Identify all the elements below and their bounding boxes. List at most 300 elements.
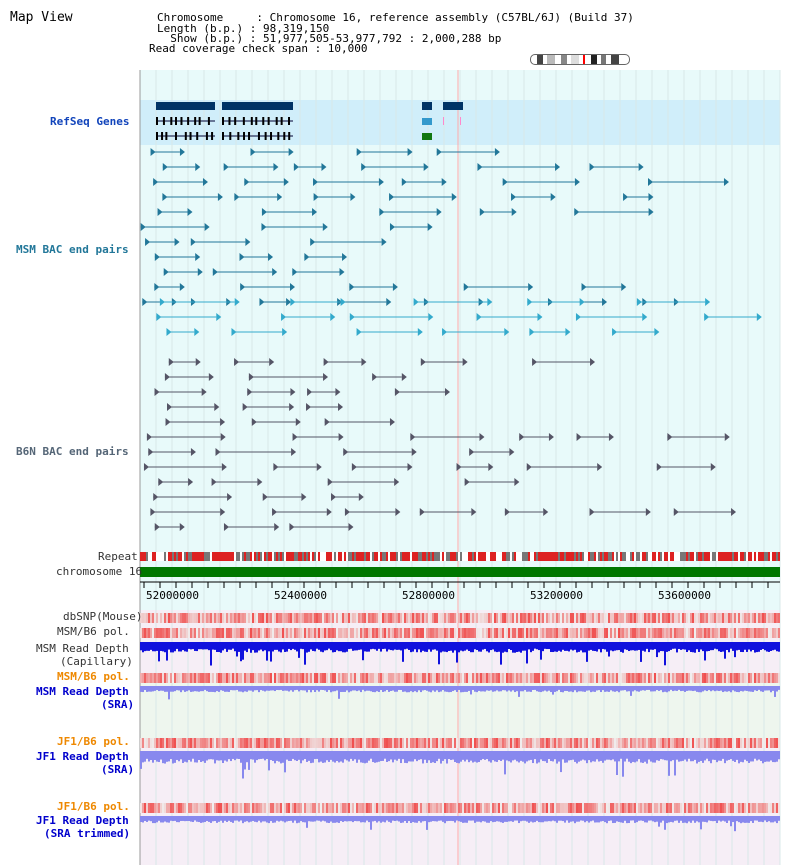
pol-cell bbox=[302, 673, 304, 683]
depth-bar bbox=[486, 642, 488, 651]
track-label-jf1-depth-sra-sub: (SRA) bbox=[101, 763, 135, 776]
repeat-block bbox=[736, 552, 738, 561]
pol-cell bbox=[330, 613, 332, 623]
depth-bar bbox=[394, 751, 396, 760]
track-label-jf1-depth-sra[interactable]: JF1 Read Depth bbox=[36, 750, 129, 763]
pol-cell bbox=[426, 613, 428, 623]
track-label-msm-b6-pol-sra[interactable]: MSM/B6 pol. bbox=[57, 670, 130, 683]
pol-cell bbox=[530, 803, 532, 813]
depth-bar bbox=[446, 686, 448, 692]
pol-cell bbox=[456, 738, 458, 748]
depth-bar bbox=[670, 816, 672, 822]
repeat-block bbox=[758, 552, 760, 561]
repeat-block bbox=[646, 552, 648, 561]
pol-cell bbox=[252, 738, 254, 748]
repeat-block bbox=[220, 552, 222, 561]
track-label-refseq[interactable]: RefSeq Genes bbox=[50, 115, 130, 128]
pol-cell bbox=[158, 628, 160, 638]
depth-bar bbox=[714, 751, 716, 760]
repeat-block bbox=[244, 552, 246, 561]
depth-bar bbox=[300, 686, 302, 690]
pol-cell bbox=[482, 613, 484, 623]
depth-bar bbox=[256, 642, 258, 652]
pol-cell bbox=[556, 628, 558, 638]
repeat-block bbox=[572, 552, 574, 561]
repeat-block bbox=[640, 552, 642, 561]
pol-cell bbox=[744, 613, 746, 623]
track-label-jf1-b6-pol[interactable]: JF1/B6 pol. bbox=[57, 735, 130, 748]
track-label-msm-bac[interactable]: MSM BAC end pairs bbox=[16, 243, 129, 256]
pol-cell bbox=[296, 738, 298, 748]
depth-bar bbox=[520, 686, 522, 691]
pol-cell bbox=[250, 673, 252, 683]
pol-cell bbox=[452, 613, 454, 623]
depth-bar bbox=[392, 686, 394, 691]
pol-cell bbox=[598, 738, 600, 748]
pol-cell bbox=[520, 628, 522, 638]
pol-cell bbox=[544, 673, 546, 683]
pol-cell bbox=[266, 673, 268, 683]
repeat-block bbox=[212, 552, 214, 561]
depth-bar bbox=[522, 751, 524, 762]
repeat-block bbox=[390, 552, 392, 561]
depth-bar bbox=[248, 686, 250, 690]
pol-cell bbox=[636, 673, 638, 683]
depth-bar bbox=[744, 751, 746, 760]
pol-cell bbox=[396, 613, 398, 623]
repeat-block bbox=[226, 552, 228, 561]
repeat-block bbox=[466, 552, 468, 561]
pol-cell bbox=[564, 673, 566, 683]
depth-bar bbox=[448, 686, 450, 692]
repeat-block bbox=[190, 552, 192, 561]
pol-cell bbox=[268, 738, 270, 748]
pol-cell bbox=[576, 613, 578, 623]
pol-cell bbox=[414, 628, 416, 638]
pol-cell bbox=[254, 628, 256, 638]
depth-bar bbox=[174, 642, 176, 651]
track-label-msm-depth-sra[interactable]: MSM Read Depth bbox=[36, 685, 129, 698]
depth-bar bbox=[244, 686, 246, 691]
pol-cell bbox=[354, 738, 356, 748]
track-label-msm-depth-cap[interactable]: MSM Read Depth bbox=[36, 642, 129, 655]
depth-bar bbox=[308, 751, 310, 761]
depth-bar bbox=[656, 816, 658, 822]
depth-bar bbox=[422, 816, 424, 821]
depth-bar bbox=[146, 816, 148, 822]
repeat-block bbox=[610, 552, 612, 561]
pol-cell bbox=[652, 673, 654, 683]
repeat-block bbox=[300, 552, 302, 561]
depth-bar bbox=[736, 751, 738, 760]
pol-cell bbox=[736, 613, 738, 623]
depth-bar bbox=[574, 642, 576, 650]
repeat-block bbox=[348, 552, 350, 561]
pol-cell bbox=[462, 803, 464, 813]
depth-bar bbox=[250, 751, 252, 759]
depth-bar bbox=[778, 751, 780, 759]
depth-bar bbox=[526, 816, 528, 822]
pol-cell bbox=[280, 613, 282, 623]
depth-bar bbox=[274, 816, 276, 823]
depth-bar bbox=[342, 751, 344, 763]
depth-bar bbox=[314, 642, 316, 651]
pol-cell bbox=[406, 613, 408, 623]
depth-bar bbox=[596, 686, 598, 690]
pol-cell bbox=[730, 738, 732, 748]
depth-bar bbox=[558, 686, 560, 690]
pol-cell bbox=[162, 803, 164, 813]
depth-bar bbox=[504, 686, 506, 690]
repeat-block bbox=[616, 552, 618, 561]
pol-cell bbox=[682, 628, 684, 638]
repeat-block bbox=[354, 552, 356, 561]
depth-bar bbox=[258, 751, 260, 759]
pol-cell bbox=[756, 738, 758, 748]
depth-bar bbox=[728, 751, 730, 760]
track-label-msm-b6-pol[interactable]: MSM/B6 pol. bbox=[57, 625, 130, 638]
pol-cell bbox=[376, 613, 378, 623]
pol-cell bbox=[658, 738, 660, 748]
depth-bar bbox=[642, 686, 644, 690]
depth-bar bbox=[496, 686, 498, 690]
pol-cell bbox=[738, 673, 740, 683]
pol-cell bbox=[446, 673, 448, 683]
depth-bar bbox=[448, 642, 450, 651]
pol-cell bbox=[274, 613, 276, 623]
depth-bar bbox=[698, 816, 700, 822]
depth-bar bbox=[460, 686, 462, 692]
pol-cell bbox=[420, 738, 422, 748]
pol-cell bbox=[156, 673, 158, 683]
pol-cell bbox=[176, 613, 178, 623]
pol-cell bbox=[442, 738, 444, 748]
depth-bar bbox=[664, 751, 666, 760]
pol-cell bbox=[200, 613, 202, 623]
depth-bar bbox=[240, 686, 242, 692]
pol-cell bbox=[352, 673, 354, 683]
pol-cell bbox=[720, 673, 722, 683]
pol-cell bbox=[654, 803, 656, 813]
pol-cell bbox=[490, 628, 492, 638]
repeat-block bbox=[746, 552, 748, 561]
repeat-block bbox=[706, 552, 708, 561]
depth-bar bbox=[246, 816, 248, 821]
repeat-block bbox=[710, 552, 712, 561]
pol-cell bbox=[380, 613, 382, 623]
pol-cell bbox=[634, 628, 636, 638]
pol-cell bbox=[342, 803, 344, 813]
depth-bar bbox=[560, 751, 562, 772]
pol-cell bbox=[312, 628, 314, 638]
depth-bar bbox=[440, 816, 442, 821]
depth-bar bbox=[734, 686, 736, 691]
pol-cell bbox=[310, 673, 312, 683]
pol-cell bbox=[162, 673, 164, 683]
track-label-repeat[interactable]: Repeat bbox=[98, 550, 138, 563]
depth-bar bbox=[494, 642, 496, 652]
pol-cell bbox=[770, 803, 772, 813]
pol-cell bbox=[430, 803, 432, 813]
depth-bar bbox=[228, 816, 230, 821]
depth-bar bbox=[146, 642, 148, 651]
depth-bar bbox=[456, 642, 458, 663]
pol-cell bbox=[358, 738, 360, 748]
repeat-block bbox=[674, 552, 676, 561]
pol-cell bbox=[156, 738, 158, 748]
pol-cell bbox=[336, 613, 338, 623]
depth-bar bbox=[202, 686, 204, 691]
pol-cell bbox=[256, 628, 258, 638]
pol-cell bbox=[632, 613, 634, 623]
track-label-chromosome[interactable]: chromosome 16 bbox=[56, 565, 143, 578]
pol-cell bbox=[752, 613, 754, 623]
depth-bar bbox=[662, 751, 664, 759]
pol-cell bbox=[218, 613, 220, 623]
depth-bar bbox=[548, 686, 550, 691]
pol-cell bbox=[262, 628, 264, 638]
pol-cell bbox=[430, 613, 432, 623]
pol-cell bbox=[532, 673, 534, 683]
depth-bar bbox=[678, 751, 680, 762]
pol-cell bbox=[440, 613, 442, 623]
depth-bar bbox=[698, 686, 700, 692]
pol-cell bbox=[166, 628, 168, 638]
pol-cell bbox=[362, 613, 364, 623]
depth-bar bbox=[228, 642, 230, 650]
depth-bar bbox=[352, 686, 354, 690]
repeat-block bbox=[322, 552, 324, 561]
depth-bar bbox=[722, 751, 724, 759]
pol-cell bbox=[196, 613, 198, 623]
depth-bar bbox=[408, 686, 410, 692]
depth-bar bbox=[526, 686, 528, 692]
depth-bar bbox=[496, 642, 498, 652]
pol-cell bbox=[726, 673, 728, 683]
repeat-block bbox=[358, 552, 360, 561]
pol-cell bbox=[208, 613, 210, 623]
repeat-block bbox=[620, 552, 622, 561]
depth-bar bbox=[368, 686, 370, 691]
depth-bar bbox=[432, 642, 434, 650]
depth-bar bbox=[204, 816, 206, 822]
pol-cell bbox=[538, 738, 540, 748]
pol-cell bbox=[714, 803, 716, 813]
depth-bar bbox=[212, 816, 214, 821]
pol-cell bbox=[664, 628, 666, 638]
pol-cell bbox=[224, 673, 226, 683]
depth-bar bbox=[454, 816, 456, 823]
pol-cell bbox=[532, 738, 534, 748]
karyotype-ideogram[interactable] bbox=[530, 54, 630, 65]
depth-bar bbox=[152, 642, 154, 651]
pol-cell bbox=[312, 673, 314, 683]
pol-cell bbox=[594, 673, 596, 683]
depth-bar bbox=[418, 686, 420, 690]
pol-cell bbox=[254, 673, 256, 683]
repeat-block bbox=[760, 552, 762, 561]
pol-cell bbox=[174, 803, 176, 813]
pol-cell bbox=[278, 803, 280, 813]
depth-bar bbox=[180, 751, 182, 759]
pol-cell bbox=[630, 613, 632, 623]
depth-bar bbox=[182, 642, 184, 650]
depth-bar bbox=[534, 642, 536, 649]
pol-cell bbox=[268, 673, 270, 683]
track-label-jf1-depth-trim[interactable]: JF1 Read Depth bbox=[36, 814, 129, 827]
depth-bar bbox=[524, 816, 526, 821]
depth-bar bbox=[554, 642, 556, 652]
depth-bar bbox=[142, 751, 144, 762]
repeat-block bbox=[702, 552, 704, 561]
pol-cell bbox=[204, 673, 206, 683]
depth-bar bbox=[690, 816, 692, 823]
pol-cell bbox=[492, 673, 494, 683]
depth-bar bbox=[186, 816, 188, 821]
pol-cell bbox=[734, 803, 736, 813]
depth-bar bbox=[734, 642, 736, 657]
depth-bar bbox=[732, 686, 734, 690]
depth-bar bbox=[338, 816, 340, 823]
depth-bar bbox=[776, 642, 778, 651]
pol-cell bbox=[482, 673, 484, 683]
depth-bar bbox=[598, 816, 600, 822]
track-label-b6n-bac[interactable]: B6N BAC end pairs bbox=[16, 445, 129, 458]
depth-bar bbox=[402, 642, 404, 662]
depth-bar bbox=[326, 686, 328, 692]
pol-cell bbox=[146, 613, 148, 623]
depth-bar bbox=[536, 686, 538, 691]
depth-bar bbox=[264, 642, 266, 650]
pol-cell bbox=[370, 738, 372, 748]
depth-bar bbox=[558, 751, 560, 762]
depth-bar bbox=[700, 751, 702, 761]
pol-cell bbox=[686, 673, 688, 683]
pol-cell bbox=[282, 738, 284, 748]
depth-bar bbox=[732, 751, 734, 761]
repeat-block bbox=[450, 552, 452, 561]
depth-bar bbox=[654, 816, 656, 822]
depth-bar bbox=[620, 686, 622, 691]
depth-bar bbox=[206, 686, 208, 691]
pol-cell bbox=[760, 803, 762, 813]
pol-cell bbox=[468, 738, 470, 748]
gene-exon bbox=[288, 117, 290, 125]
pol-cell bbox=[438, 628, 440, 638]
pol-cell bbox=[238, 673, 240, 683]
depth-bar bbox=[204, 686, 206, 690]
pol-cell bbox=[642, 613, 644, 623]
depth-bar bbox=[476, 642, 478, 650]
depth-bar bbox=[634, 686, 636, 690]
depth-bar bbox=[150, 642, 152, 650]
depth-bar bbox=[234, 642, 236, 651]
depth-bar bbox=[454, 642, 456, 650]
pol-cell bbox=[504, 738, 506, 748]
repeat-block bbox=[554, 552, 556, 561]
pol-cell bbox=[776, 738, 778, 748]
depth-bar bbox=[480, 751, 482, 760]
depth-bar bbox=[712, 686, 714, 690]
pol-cell bbox=[178, 803, 180, 813]
depth-bar bbox=[384, 686, 386, 691]
pol-cell bbox=[484, 738, 486, 748]
depth-bar bbox=[328, 751, 330, 762]
pol-cell bbox=[360, 738, 362, 748]
repeat-block bbox=[724, 552, 726, 561]
pol-cell bbox=[516, 673, 518, 683]
depth-bar bbox=[380, 642, 382, 652]
repeat-block bbox=[328, 552, 330, 561]
pol-cell bbox=[526, 738, 528, 748]
pol-cell bbox=[588, 673, 590, 683]
pol-cell bbox=[220, 613, 222, 623]
depth-bar bbox=[746, 642, 748, 652]
depth-bar bbox=[684, 686, 686, 692]
pol-cell bbox=[506, 738, 508, 748]
repeat-block bbox=[574, 552, 576, 561]
pol-cell bbox=[398, 738, 400, 748]
pol-cell bbox=[246, 803, 248, 813]
depth-bar bbox=[474, 816, 476, 823]
pol-cell bbox=[612, 613, 614, 623]
depth-bar bbox=[184, 686, 186, 692]
pol-cell bbox=[214, 673, 216, 683]
depth-bar bbox=[238, 642, 240, 652]
depth-bar bbox=[636, 751, 638, 761]
pol-cell bbox=[572, 738, 574, 748]
pol-cell bbox=[292, 628, 294, 638]
depth-bar bbox=[690, 642, 692, 652]
pol-cell bbox=[720, 803, 722, 813]
pol-cell bbox=[192, 803, 194, 813]
pol-cell bbox=[332, 803, 334, 813]
pol-cell bbox=[284, 673, 286, 683]
repeat-block bbox=[202, 552, 204, 561]
pol-cell bbox=[448, 628, 450, 638]
depth-bar bbox=[448, 816, 450, 821]
track-label-dbsnp[interactable]: dbSNP(Mouse) bbox=[63, 610, 143, 623]
depth-bar bbox=[372, 686, 374, 692]
pol-cell bbox=[248, 673, 250, 683]
repeat-block bbox=[334, 552, 336, 561]
pol-cell bbox=[610, 613, 612, 623]
depth-bar bbox=[710, 686, 712, 691]
gene-exon bbox=[185, 132, 187, 140]
pol-cell bbox=[320, 628, 322, 638]
pol-cell bbox=[458, 628, 460, 638]
pol-cell bbox=[706, 738, 708, 748]
pol-cell bbox=[450, 673, 452, 683]
pol-cell bbox=[704, 738, 706, 748]
depth-bar bbox=[244, 751, 246, 769]
depth-bar bbox=[374, 816, 376, 821]
pol-cell bbox=[480, 628, 482, 638]
depth-bar bbox=[544, 751, 546, 761]
pol-cell bbox=[498, 803, 500, 813]
depth-bar bbox=[650, 642, 652, 650]
depth-bar bbox=[296, 816, 298, 823]
pol-cell bbox=[342, 738, 344, 748]
pol-cell bbox=[316, 613, 318, 623]
pol-cell bbox=[666, 803, 668, 813]
pol-cell bbox=[242, 738, 244, 748]
track-label-jf1-b6-pol-trim[interactable]: JF1/B6 pol. bbox=[57, 800, 130, 813]
depth-bar bbox=[380, 816, 382, 823]
depth-bar bbox=[424, 686, 426, 690]
depth-bar bbox=[388, 642, 390, 649]
pol-cell bbox=[738, 803, 740, 813]
